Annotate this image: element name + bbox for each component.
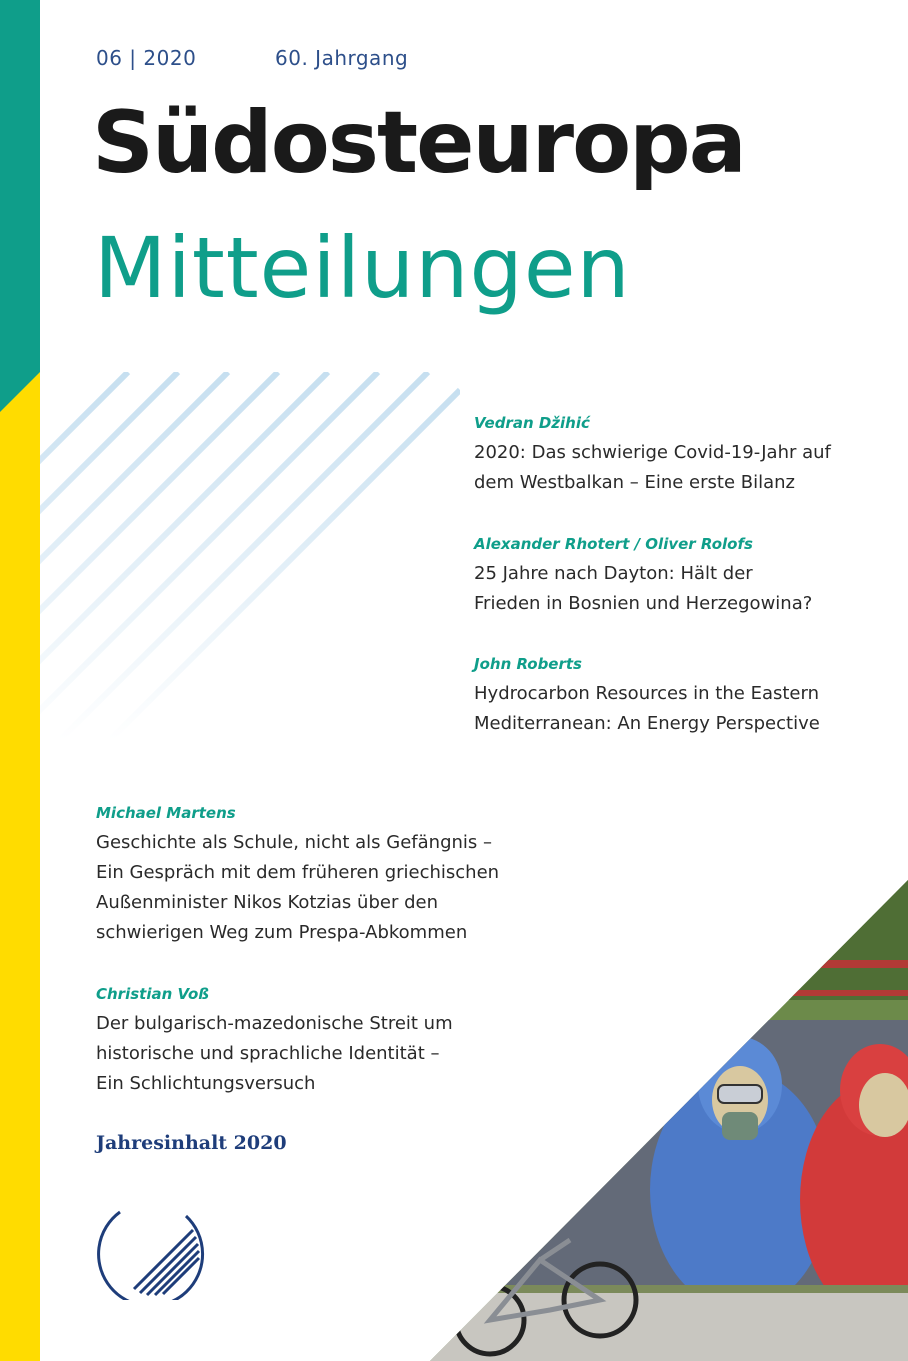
yellow-side-stripe [0,0,40,1361]
article-title-line: Frieden in Bosnien und Herzegowina? [474,593,813,614]
article-title-line: Hydrocarbon Resources in the Eastern [474,683,819,704]
publisher-logo-icon [90,1190,210,1300]
article-author: Alexander Rhotert / Oliver Rolofs [474,535,753,553]
article-title-line: Geschichte als Schule, nicht als Gefängnis – [96,832,493,853]
article-title-line: Ein Gespräch mit dem früheren griechischen [96,862,500,883]
article-author: Christian Voß [96,985,210,1003]
article-title-line: 25 Jahre nach Dayton: Hält der [474,563,753,584]
journal-title-main: Südosteuropa [92,93,745,193]
article-title-line: Mediterranean: An Energy Perspective [474,713,820,734]
annual-index-label: Jahresinhalt 2020 [96,1132,287,1154]
article-roberts[interactable] [474,655,820,739]
article-author: Michael Martens [96,804,236,822]
volume-year: 60. Jahrgang [275,46,409,70]
article-title-line: dem Westbalkan – Eine erste Bilanz [474,472,795,493]
article-rhotert-rolofs[interactable] [474,535,812,619]
article-dzihic[interactable] [474,414,831,498]
article-title-line: schwierigen Weg zum Prespa-Abkommen [96,922,468,943]
mural-photo [430,880,908,1361]
article-title-line: 2020: Das schwierige Covid-19-Jahr auf [474,442,831,463]
article-author: Vedran Džihić [474,414,590,432]
article-title-line: Außenminister Nikos Kotzias über den [96,892,438,913]
article-title-line: Der bulgarisch-mazedonische Streit um [96,1013,453,1034]
article-title-line: Ein Schlichtungsversuch [96,1073,316,1094]
article-author: John Roberts [474,655,582,673]
diagonal-lines-decoration [40,372,460,742]
article-title-line: historische und sprachliche Identität – [96,1043,440,1064]
journal-title-sub: Mitteilungen [94,219,631,317]
issue-number: 06 | 2020 [96,46,197,70]
article-voss[interactable] [96,985,453,1099]
